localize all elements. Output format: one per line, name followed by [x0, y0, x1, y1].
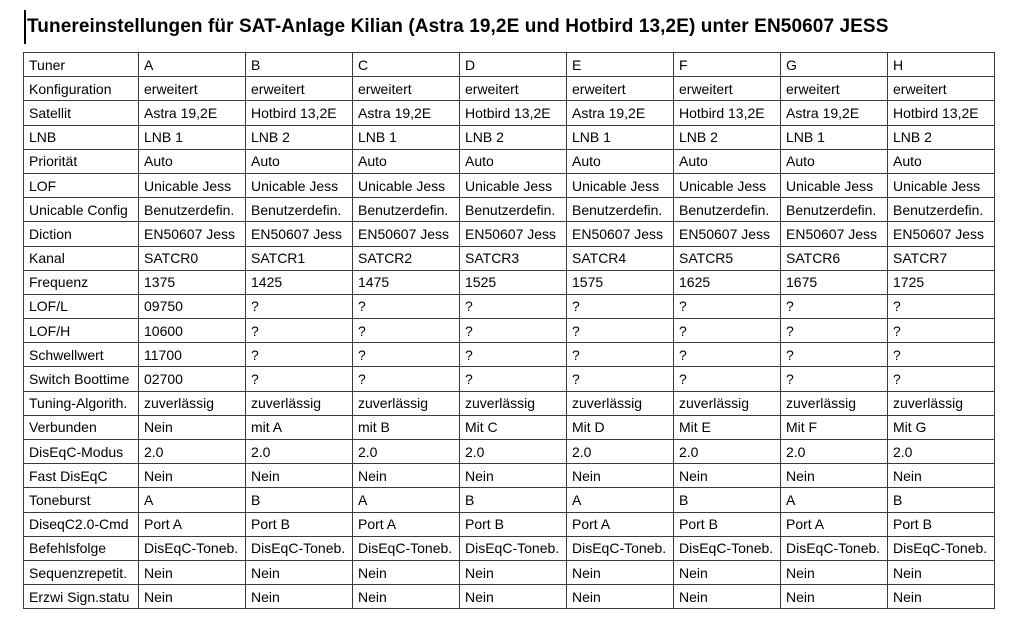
- cell: Nein: [888, 560, 995, 584]
- row-label: Frequenz: [24, 270, 139, 294]
- column-header-c: C: [353, 53, 460, 77]
- table-row: [24, 367, 995, 391]
- cell: SATCR7: [888, 246, 995, 270]
- cell: SATCR3: [460, 246, 567, 270]
- cell: Nein: [674, 585, 781, 609]
- cell: SATCR5: [674, 246, 781, 270]
- column-header-g: G: [781, 53, 888, 77]
- cell: ?: [246, 367, 353, 391]
- cell: 1525: [460, 270, 567, 294]
- cell: A: [353, 488, 460, 512]
- cell: Mit F: [781, 415, 888, 439]
- cell: ?: [674, 319, 781, 343]
- row-label: Toneburst: [24, 488, 139, 512]
- cell: Auto: [139, 149, 246, 173]
- table-row: [24, 488, 995, 512]
- cell: Nein: [567, 585, 674, 609]
- cell: Nein: [139, 585, 246, 609]
- cell: LNB 1: [781, 125, 888, 149]
- table-row: [24, 464, 995, 488]
- cell: mit A: [246, 415, 353, 439]
- table-row: [24, 585, 995, 609]
- cell: Port B: [888, 512, 995, 536]
- cell: SATCR1: [246, 246, 353, 270]
- table-row: [24, 294, 995, 318]
- cell: EN50607 Jess: [460, 222, 567, 246]
- row-label: LOF/H: [24, 319, 139, 343]
- text-caret: [24, 10, 26, 44]
- cell: Auto: [353, 149, 460, 173]
- cell: Auto: [460, 149, 567, 173]
- cell: 2.0: [781, 440, 888, 464]
- cell: B: [888, 488, 995, 512]
- cell: ?: [353, 367, 460, 391]
- cell: EN50607 Jess: [674, 222, 781, 246]
- cell: 02700: [139, 367, 246, 391]
- cell: DisEqC-Toneb.: [353, 536, 460, 560]
- cell: B: [246, 488, 353, 512]
- row-label: LNB: [24, 125, 139, 149]
- cell: Nein: [353, 560, 460, 584]
- cell: Hotbird 13,2E: [246, 101, 353, 125]
- table-row: [24, 560, 995, 584]
- cell: Unicable Jess: [353, 173, 460, 197]
- cell: Nein: [246, 585, 353, 609]
- cell: A: [567, 488, 674, 512]
- cell: Mit C: [460, 415, 567, 439]
- cell: Nein: [246, 464, 353, 488]
- cell: ?: [353, 294, 460, 318]
- cell: ?: [781, 343, 888, 367]
- table-row: [24, 101, 995, 125]
- cell: erweitert: [781, 77, 888, 101]
- cell: 2.0: [353, 440, 460, 464]
- cell: 09750: [139, 294, 246, 318]
- cell: Nein: [460, 560, 567, 584]
- cell: ?: [888, 294, 995, 318]
- cell: Nein: [674, 464, 781, 488]
- cell: Nein: [460, 585, 567, 609]
- cell: Astra 19,2E: [353, 101, 460, 125]
- cell: ?: [246, 319, 353, 343]
- table-row: [24, 440, 995, 464]
- table-row: [24, 343, 995, 367]
- cell: ?: [567, 319, 674, 343]
- cell: zuverlässig: [139, 391, 246, 415]
- cell: zuverlässig: [567, 391, 674, 415]
- cell: zuverlässig: [460, 391, 567, 415]
- cell: Nein: [781, 464, 888, 488]
- cell: zuverlässig: [246, 391, 353, 415]
- column-header-h: H: [888, 53, 995, 77]
- cell: Nein: [674, 560, 781, 584]
- cell: Auto: [888, 149, 995, 173]
- cell: ?: [460, 319, 567, 343]
- row-label: Satellit: [24, 101, 139, 125]
- cell: Mit E: [674, 415, 781, 439]
- cell: 2.0: [246, 440, 353, 464]
- cell: ?: [781, 294, 888, 318]
- row-label: Erzwi Sign.statu: [24, 585, 139, 609]
- cell: ?: [888, 343, 995, 367]
- cell: ?: [460, 343, 567, 367]
- cell: 1575: [567, 270, 674, 294]
- cell: erweitert: [353, 77, 460, 101]
- cell: A: [781, 488, 888, 512]
- row-label: Verbunden: [24, 415, 139, 439]
- cell: Astra 19,2E: [567, 101, 674, 125]
- page-title: Tunereinstellungen für SAT-Anlage Kilian (Astra 19,2E und Hotbird 13,2E) unter EN50607 JESS: [27, 16, 889, 37]
- cell: Unicable Jess: [781, 173, 888, 197]
- table-row: [24, 77, 995, 101]
- cell: SATCR4: [567, 246, 674, 270]
- cell: 2.0: [460, 440, 567, 464]
- cell: Nein: [781, 585, 888, 609]
- cell: DisEqC-Toneb.: [781, 536, 888, 560]
- cell: ?: [567, 294, 674, 318]
- table-row: [24, 415, 995, 439]
- cell: Nein: [246, 560, 353, 584]
- column-header-b: B: [246, 53, 353, 77]
- row-label: Unicable Config: [24, 198, 139, 222]
- cell: Benutzerdefin.: [353, 198, 460, 222]
- cell: Nein: [567, 560, 674, 584]
- cell: Astra 19,2E: [781, 101, 888, 125]
- cell: ?: [781, 319, 888, 343]
- cell: Benutzerdefin.: [460, 198, 567, 222]
- cell: erweitert: [246, 77, 353, 101]
- cell: zuverlässig: [353, 391, 460, 415]
- table-row: [24, 149, 995, 173]
- cell: Port A: [567, 512, 674, 536]
- cell: 1375: [139, 270, 246, 294]
- cell: B: [460, 488, 567, 512]
- header-row: [24, 53, 995, 77]
- table-row: [24, 512, 995, 536]
- row-label: Tuning-Algorith.: [24, 391, 139, 415]
- cell: ?: [674, 343, 781, 367]
- cell: Nein: [139, 464, 246, 488]
- cell: Hotbird 13,2E: [674, 101, 781, 125]
- cell: zuverlässig: [888, 391, 995, 415]
- cell: Auto: [246, 149, 353, 173]
- cell: ?: [888, 319, 995, 343]
- table-row: [24, 173, 995, 197]
- cell: Benutzerdefin.: [139, 198, 246, 222]
- cell: Unicable Jess: [246, 173, 353, 197]
- cell: Benutzerdefin.: [567, 198, 674, 222]
- cell: Hotbird 13,2E: [888, 101, 995, 125]
- cell: A: [139, 488, 246, 512]
- table-row: [24, 222, 995, 246]
- row-label: LOF: [24, 173, 139, 197]
- cell: SATCR2: [353, 246, 460, 270]
- cell: 2.0: [888, 440, 995, 464]
- cell: mit B: [353, 415, 460, 439]
- column-header-e: E: [567, 53, 674, 77]
- cell: Hotbird 13,2E: [460, 101, 567, 125]
- cell: ?: [781, 367, 888, 391]
- cell: erweitert: [888, 77, 995, 101]
- cell: ?: [567, 367, 674, 391]
- tuner-settings-table: [23, 52, 995, 609]
- cell: 1425: [246, 270, 353, 294]
- cell: ?: [888, 367, 995, 391]
- cell: EN50607 Jess: [246, 222, 353, 246]
- row-label: Schwellwert: [24, 343, 139, 367]
- cell: SATCR0: [139, 246, 246, 270]
- cell: EN50607 Jess: [353, 222, 460, 246]
- row-label: Befehlsfolge: [24, 536, 139, 560]
- cell: Port A: [781, 512, 888, 536]
- cell: Unicable Jess: [674, 173, 781, 197]
- cell: erweitert: [674, 77, 781, 101]
- row-label: DisEqC-Modus: [24, 440, 139, 464]
- cell: Nein: [781, 560, 888, 584]
- cell: DisEqC-Toneb.: [246, 536, 353, 560]
- cell: Unicable Jess: [888, 173, 995, 197]
- cell: Port A: [139, 512, 246, 536]
- row-label: Priorität: [24, 149, 139, 173]
- cell: Nein: [353, 585, 460, 609]
- cell: Nein: [353, 464, 460, 488]
- cell: ?: [460, 294, 567, 318]
- cell: zuverlässig: [674, 391, 781, 415]
- cell: 10600: [139, 319, 246, 343]
- cell: Port A: [353, 512, 460, 536]
- cell: ?: [353, 343, 460, 367]
- cell: zuverlässig: [781, 391, 888, 415]
- column-header-a: A: [139, 53, 246, 77]
- cell: 2.0: [567, 440, 674, 464]
- row-label: Diction: [24, 222, 139, 246]
- cell: Mit G: [888, 415, 995, 439]
- cell: EN50607 Jess: [567, 222, 674, 246]
- row-label: Switch Boottime: [24, 367, 139, 391]
- table-row: [24, 536, 995, 560]
- cell: SATCR6: [781, 246, 888, 270]
- table-row: [24, 391, 995, 415]
- row-label: Kanal: [24, 246, 139, 270]
- cell: Auto: [674, 149, 781, 173]
- cell: LNB 2: [460, 125, 567, 149]
- cell: 2.0: [674, 440, 781, 464]
- cell: Nein: [139, 560, 246, 584]
- cell: Nein: [139, 415, 246, 439]
- row-label: Sequenzrepetit.: [24, 560, 139, 584]
- document-title-line: [24, 10, 888, 44]
- cell: Unicable Jess: [139, 173, 246, 197]
- table-row: [24, 198, 995, 222]
- cell: LNB 1: [139, 125, 246, 149]
- cell: 1675: [781, 270, 888, 294]
- cell: DisEqC-Toneb.: [139, 536, 246, 560]
- cell: Nein: [567, 464, 674, 488]
- cell: Benutzerdefin.: [674, 198, 781, 222]
- cell: LNB 1: [353, 125, 460, 149]
- table-row: [24, 270, 995, 294]
- cell: LNB 1: [567, 125, 674, 149]
- column-header-d: D: [460, 53, 567, 77]
- cell: 11700: [139, 343, 246, 367]
- cell: Port B: [460, 512, 567, 536]
- cell: EN50607 Jess: [139, 222, 246, 246]
- cell: erweitert: [460, 77, 567, 101]
- column-header-f: F: [674, 53, 781, 77]
- row-label: Fast DisEqC: [24, 464, 139, 488]
- cell: ?: [246, 343, 353, 367]
- cell: ?: [567, 343, 674, 367]
- cell: DisEqC-Toneb.: [888, 536, 995, 560]
- cell: B: [674, 488, 781, 512]
- cell: Unicable Jess: [460, 173, 567, 197]
- cell: Nein: [460, 464, 567, 488]
- cell: 1725: [888, 270, 995, 294]
- cell: LNB 2: [888, 125, 995, 149]
- cell: 2.0: [139, 440, 246, 464]
- cell: LNB 2: [246, 125, 353, 149]
- cell: Benutzerdefin.: [246, 198, 353, 222]
- table-row: [24, 319, 995, 343]
- cell: Auto: [781, 149, 888, 173]
- cell: Port B: [674, 512, 781, 536]
- cell: ?: [353, 319, 460, 343]
- cell: DisEqC-Toneb.: [460, 536, 567, 560]
- row-label: LOF/L: [24, 294, 139, 318]
- cell: LNB 2: [674, 125, 781, 149]
- cell: Benutzerdefin.: [781, 198, 888, 222]
- row-label: DiseqC2.0-Cmd: [24, 512, 139, 536]
- corner-header-tuner: Tuner: [24, 53, 139, 77]
- table-row: [24, 246, 995, 270]
- cell: EN50607 Jess: [781, 222, 888, 246]
- cell: erweitert: [139, 77, 246, 101]
- cell: DisEqC-Toneb.: [567, 536, 674, 560]
- cell: Astra 19,2E: [139, 101, 246, 125]
- cell: Mit D: [567, 415, 674, 439]
- cell: ?: [246, 294, 353, 318]
- cell: Unicable Jess: [567, 173, 674, 197]
- cell: Auto: [567, 149, 674, 173]
- table-row: [24, 125, 995, 149]
- cell: erweitert: [567, 77, 674, 101]
- cell: DisEqC-Toneb.: [674, 536, 781, 560]
- cell: Nein: [888, 464, 995, 488]
- cell: Nein: [888, 585, 995, 609]
- cell: 1475: [353, 270, 460, 294]
- cell: ?: [674, 367, 781, 391]
- cell: ?: [674, 294, 781, 318]
- cell: ?: [460, 367, 567, 391]
- cell: Port B: [246, 512, 353, 536]
- row-label: Konfiguration: [24, 77, 139, 101]
- cell: EN50607 Jess: [888, 222, 995, 246]
- cell: Benutzerdefin.: [888, 198, 995, 222]
- cell: 1625: [674, 270, 781, 294]
